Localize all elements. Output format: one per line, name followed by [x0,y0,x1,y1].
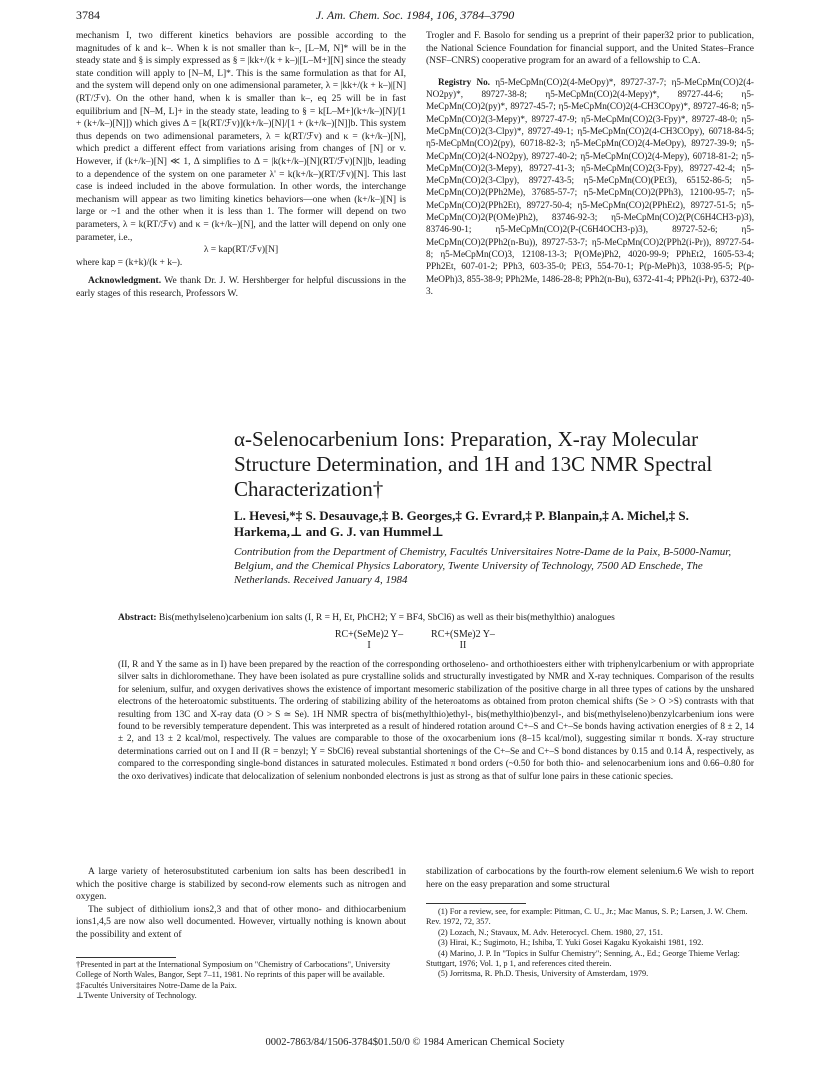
reference-4: (4) Marino, J. P. In "Topics in Sulfur Chemistry"; Senning, A., Ed.; George Thieme Verlag: Stuttgart, 1976; Vol. 1, p 1, and references cited therein. [426,948,740,969]
formula-1 [324,629,414,651]
rate-equation: λ = kap(RT/ℱv)[N] [203,245,279,256]
footnote-double-dagger: ‡Facultés Universitaires Notre-Dame de la Paix. [76,980,237,990]
registry-paragraph [426,76,754,297]
footnotes [76,960,406,1002]
intro-paragraph-1: A large variety of heterosubstituted carbenium ion salts has been described1 in which the positive charge is stabilized by second-row elements such as nitrogen and oxygen. [76,867,406,903]
acknowledgment-text: We thank Dr. J. W. Hershberger for helpful discussions in the early stages of this research, Professors W. [76,276,406,299]
page-number: 3784 [76,8,100,22]
formula-2-label: II [459,640,467,651]
acknowledgment [76,275,406,300]
intro-right: stabilization of carbocations by the fourth-row element selenium.6 We wish to report here on the easy preparation and some structural [426,867,754,890]
kinetics-paragraph: mechanism I, two different kinetics behaviors are possible according to the magnitudes of k and k–. When k is not smaller than k–, [L–M, N]* will be in the steady state and § is simply expressed as § = |kk+/(k + k–)|[L–M+][N] since the steady state condition will apply to [N–M, L]*. This is the same formulation as that for AI, and the system will depend only on one adimensional parameter, λ = |kk+/(k + k–)|[N](RT/ℱv). On the other hand, when k is smaller than k–, eq 25 will be in fast equilibrium and [N–M, L]+ in the steady state, leading to § = k[L–M+](k+/k–)[N]/[1 + (k+/k–)[N]]) which gives Δ = [k(RT/ℱv)](k+/k–)[N]/[1 + (k+/k–)[N]]b. This system thus depends on two adimensional parameters, λ = k(RT/ℱv) and κ = (k+/k–)[N], which predict a different effect from variations arising from changes of [N] or v. However, if (k+/k–)[N] ≪ 1, Δ simplifies to Δ = |k(k+/k–)[N](RT/ℱv)[N]|b, leading to a dependence of the system on one parameter λ' = k(k+/k–)(RT/ℱv)[N]. This last case is indeed included in the above formulation. In other words, the interchange mechanism will appear as two limiting kinetics behaviors—one when (k+/k–)[N] is large or ~1 and the other when it is less than 1. The former will depend on two parameters, λ = k(RT/ℱv) and κ = (k+/k–)[N], and the latter will depend on only one parameter, i.e., [76,31,406,243]
running-header: J. Am. Chem. Soc. 1984, 106, 3784–3790 [315,8,515,22]
footnote-rule [76,957,176,958]
registry-label: Registry No. [438,76,490,87]
author-list: L. Hevesi,*‡ S. Desauvage,‡ B. Georges,‡ G. Evrard,‡ P. Blanpain,‡ A. Michel,‡ S. Harkema,⊥ and G. J. van Hummel⊥ [234,508,689,539]
abstract-intro-line [118,612,754,625]
abstract-intro: Bis(methylseleno)carbenium ion salts (I, R = H, Et, PhCH2; Y = BF4, SbCl6) as well as their bis(methylthio) analogues [158,613,615,623]
footnote-perp: ⊥Twente University of Technology. [76,991,197,1001]
formula-1-text: RC+(SeMe)2 Y– [334,629,404,640]
intro-left [76,866,406,942]
right-column [426,30,754,297]
left-column [76,30,406,300]
where-paragraph: where kap = (k+k)/(k + k–). [76,257,183,268]
article-title: α-Selenocarbenium Ions: Preparation, X-ray Molecular Structure Determination, and 1H and 13C NMR Spectral Characterization† [234,427,713,501]
funding-paragraph: Trogler and F. Basolo for sending us a preprint of their paper32 prior to publication, the National Science Foundation for financial support, and the United States–France (NSF–CNRS) cooperative program for an award of a fellowship to C.A. [426,31,754,67]
reference-3: (3) Hirai, K.; Sugimoto, H.; Ishiba, T. Yuki Gosei Kagaku Kyokaishi 1981, 192. [438,938,704,948]
formula-1-label: I [367,640,371,651]
abstract-label: Abstract: [118,613,157,623]
affiliation: Contribution from the Department of Chemistry, Facultés Universitaires Notre-Dame de la Paix, B-5000-Namur, Belgium, and the Chemical Physics Laboratory, Twente University of Technology, 7500 AD Enschede, The Netherlands. Received January 4, 1984 [234,546,732,586]
abstract-body: (II, R and Y the same as in I) have been prepared by the reaction of the corresponding orthoseleno- and orthothioesters either with triphenylcarbenium or with appropriate silver salts in dichloromethane. They have been isolated as pure crystalline solids and structurally investigated by NMR and X-ray techniques. Comparison of the results for selenium, sulfur, and oxygen derivatives shows the existence of important mesomeric stabilization of the positive charge in all three types of cations by the unshared electrons of the heteroatomic substituents. The ordering of stabilizing ability of the heteroatoms as obtained from proton chemical shifts (Se > O >S) contrasts with that resulting from 13C and X-ray data (O > S ≃ Se). 1H NMR spectra of bis(methylthio)ethyl-, bis(methylthio)benzyl-, and bis(methylseleno)benzylcarbenium ions were found to be reversibly temperature dependent. This was interpreted as a result of hindered rotation around C+–S and C+–Se bonds having activation energies of 8 ± 2, 14 ± 2, and 13 ± 2 kcal/mol, respectively. The values are comparable to those of the oxocarbenium ions (8–15 kcal/mol), suggesting similar π bonds. X-ray structure determinations carried out on I and II (R = benzyl; Y = SbCl6) reveal substantial shortenings of the C+–Se and C+–S bond distances by 0.15 and 0.14 Å, respectively, as compared to the corresponding single-bond distances in saturated molecules. Estimated π bond orders (~0.50 for both thio- and selenocarbenium ions and 0.66–0.80 for the oxo derivatives) indicate that delocalization of selenium nonbonded electrons is just as strong as that of sulfur lone pairs in these cationic species. [118,660,754,782]
reference-1: (1) For a review, see, for example: Pittman, C. U., Jr.; Mac Manus, S. P.; Larsen, J. W. Chem. Rev. 1972, 72, 357. [426,907,748,927]
acknowledgment-label: Acknowledgment. [88,276,162,287]
formula-2 [418,629,508,651]
page-footer: 0002-7863/84/1506-3784$01.50/0 © 1984 American Chemical Society [265,1037,565,1048]
reference-2: (2) Lozach, N.; Stavaux, M. Adv. Heterocycl. Chem. 1980, 27, 151. [438,927,663,937]
intro-paragraph-2: The subject of dithiolium ions2,3 and that of other mono- and dithiocarbenium ions1,4,5 are now also well documented. However, virtually nothing is known about the possibility and extent of [76,904,406,940]
reference-5: (5) Jorritsma, R. Ph.D. Thesis, University of Amsterdam, 1979. [438,969,649,979]
references [426,907,754,980]
registry-text: η5-MeCpMn(CO)2(4-MeOpy)*, 89727-37-7; η5-MeCpMn(CO)2(4-NO2py)*, 89727-38-8; η5-MeCpMn(CO)2(4-Mepy)*, 89727-44-6; η5-MeCpMn(CO)2(py)*, 89727-45-7; η5-MeCpMn(CO)2(4-CH3COpy)*, 89727-46-8; η5-MeCpMn(CO)2(3-Mepy)*, 89727-47-9; η5-MeCpMn(CO)2(3-Fpy)*, 89727-48-0; η5-MeCpMn(CO)2(3-Clpy)*, 89727-49-1; η5-MeCpMn(CO)2(4-CH3COpy), 60718-84-5; η5-MeCpMn(CO)2(py), 60718-82-3; η5-MeCpMn(CO)2(4-MeOpy), 89727-39-9; η5-MeCpMn(CO)2(4-NO2py), 89727-40-2; η5-MeCpMn(CO)2(4-Mepy), 60718-81-2; η5-MeCpMn(CO)2(3-Mepy), 89727-41-3; η5-MeCpMn(CO)2(3-Fpy), 89727-42-4; η5-MeCpMn(CO)2(3-Clpy), 89727-43-5; η5-MeCpMn(CO)(PEt3), 65152-86-5; η5-MeCpMn(CO)2(PPh2Me), 37685-57-7; η5-MeCpMn(CO)2(PPh3), 12100-95-7; η5-MeCpMn(CO)2(PPh2Et), 89727-50-4; η5-MeCpMn(CO)2(PPhEt2), 89727-51-5; η5-MeCpMn(CO)2(P(OMe)Ph2), 83746-92-3; η5-MeCpMn(CO)2(P(C6H4CH3-p)3), 83746-90-1; η5-MeCpMn(CO)2(P-(C6H4OCH3-p)3), 89727-52-6; η5-MeCpMn(CO)2(PPh2(n-Bu)), 89727-53-7; η5-MeCpMn(CO)2(PPh2(i-Pr)), 89727-54-8; η5-MeCpMn(CO)3, 12108-13-3; P(OMe)Ph2, 4020-99-9; PPhEt2, 1605-53-4; PPh2Et, 607-01-2; PPh3, 603-35-0; PEt3, 554-70-1; P(p-MePh)3, 1038-95-5; P(p-MeOPh)3, 855-38-9; PPh2Me, 1486-28-8; PPh2(n-Bu), 6372-41-4; PPh2(i-Pr), 6372-40-3. [426,76,754,296]
formula-2-text: RC+(SMe)2 Y– [431,629,495,640]
footnote-dagger: †Presented in part at the International Symposium on "Chemistry of Carbocations", University College of North Wales, Bangor, Sept 7–11, 1981. No reprints of this paper will be available. [76,960,391,980]
references-rule [426,903,526,904]
